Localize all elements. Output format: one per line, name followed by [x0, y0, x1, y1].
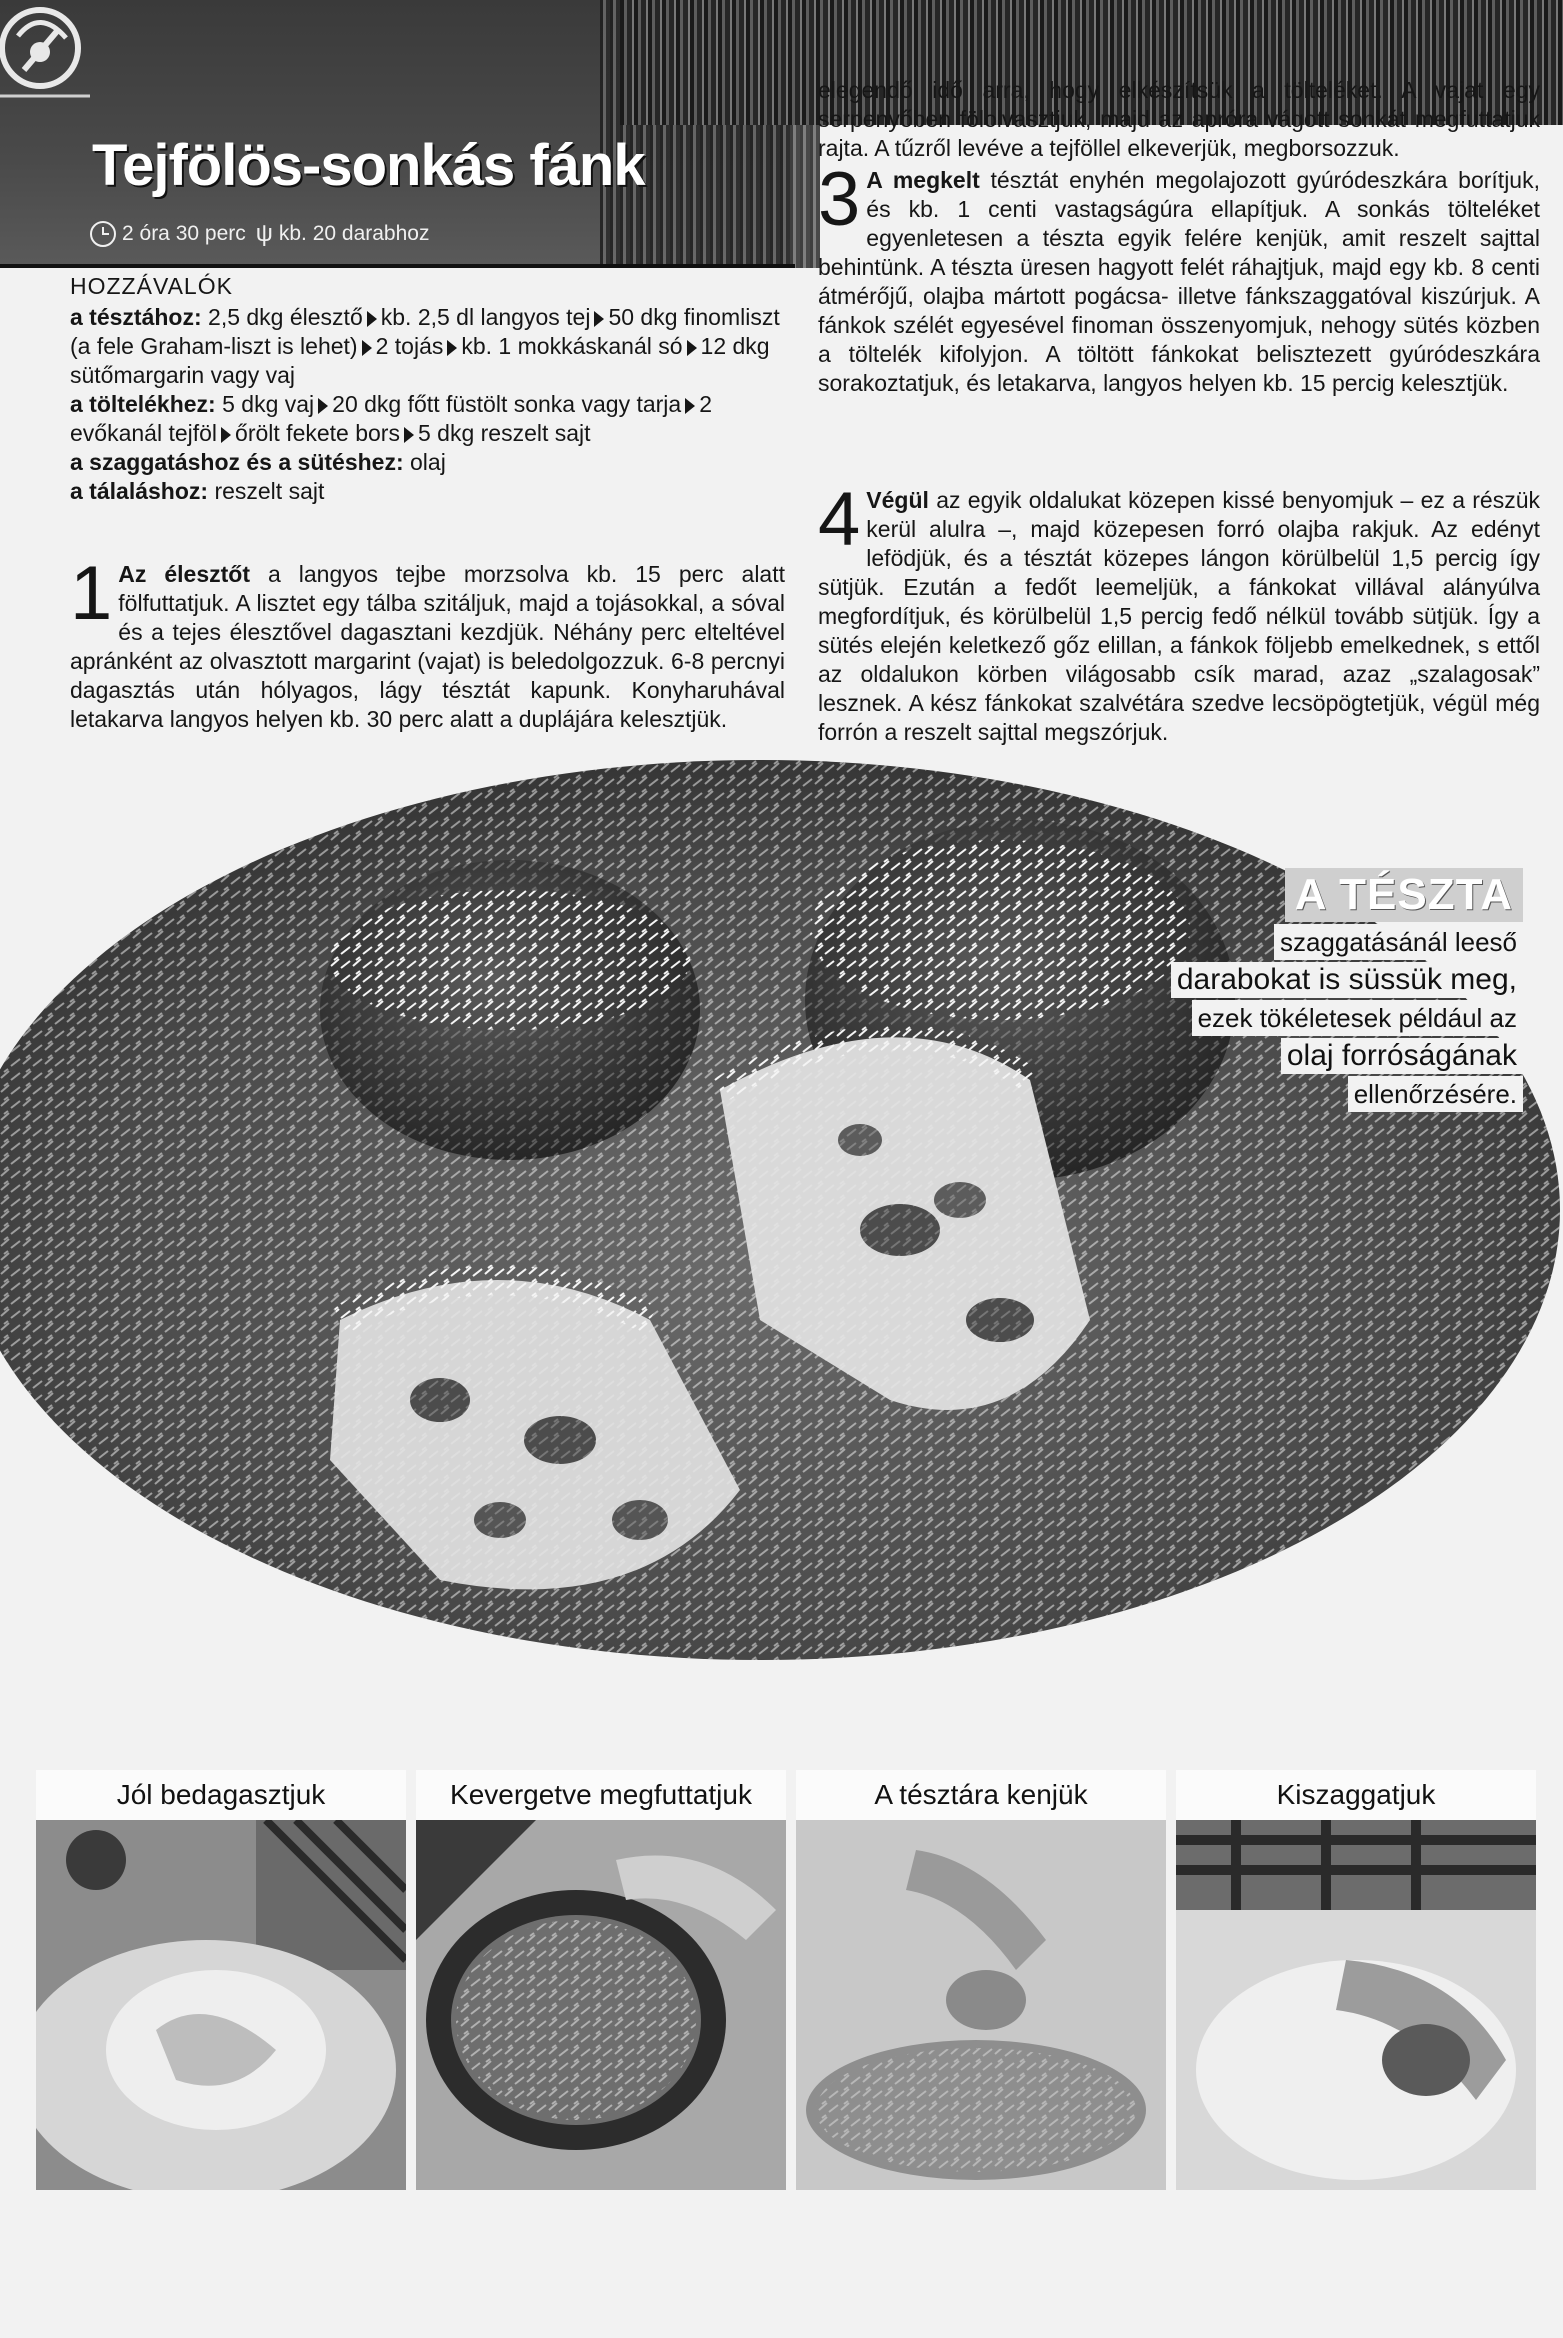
tip-text: ezek tökéletesek például az: [1192, 1000, 1523, 1036]
step-1: [70, 551, 785, 734]
bullet-arrow-icon: [362, 340, 372, 356]
tip-text: szaggatásánál leeső: [1274, 924, 1523, 960]
ingredient-item: 5 dkg reszelt sajt: [417, 420, 591, 446]
ingredient-item: 50 dkg finomliszt (a fele Graham-liszt is lehet): [70, 304, 780, 359]
chef-logo-icon: [0, 0, 112, 130]
bullet-arrow-icon: [367, 311, 377, 327]
tip-line: [983, 1000, 1523, 1036]
tip-title: A TÉSZTA: [1285, 868, 1523, 922]
bullet-arrow-icon: [685, 398, 695, 414]
tip-line: [983, 1038, 1523, 1074]
prep-time: 2 óra 30 perc: [122, 222, 246, 245]
clock-icon: [90, 221, 116, 247]
ingredient-group: [70, 477, 790, 506]
recipe-title: Tejfölös-sonkás fánk: [92, 133, 645, 198]
tip-box: [983, 868, 1523, 1112]
ingredient-item: kb. 2,5 dl langyos tej: [380, 304, 591, 330]
step-lead: Az élesztőt: [118, 561, 250, 587]
ingredient-group: [70, 448, 790, 477]
step-photo-spreading: [796, 1770, 1166, 2190]
step-number: 4: [818, 477, 861, 562]
bullet-arrow-icon: [594, 311, 604, 327]
step-text: tésztát enyhén megolajozott gyúródeszkára borítjuk, és kb. 1 centi vastagságúra ellapítjuk. A sonkás tölteléket egyenletesen a tészta egyik felére kenjük, amit reszelt sajttal behintünk. A tészta üresen hagyott felét ráhajtjuk, majd egy kb. 8 centi átmérőjű, olajba mártott pogácsa- illetve fánkszaggatóval kiszúrjuk. A fánkok szélét egyesével finoman összenyomjuk, nehogy sütés közben a töltelék kifolyjon. A töltött fánkokat belisztezett gyúródeszkára sorakoztatjuk, és letakarva, langyos helyen kb. 15 percig kelesztjük.: [818, 167, 1540, 396]
step-photo-caption: A tésztára kenjük: [796, 1770, 1166, 1820]
step-photo-stirring: [416, 1770, 786, 2190]
cutting-photo: [1176, 1820, 1536, 2190]
bullet-arrow-icon: [687, 340, 697, 356]
step-2-text: [818, 76, 1540, 163]
tip-text: olaj forróságának: [1281, 1038, 1523, 1074]
step-3: [818, 157, 1540, 398]
bullet-arrow-icon: [318, 398, 328, 414]
tip-text: darabokat is süssük meg,: [1171, 962, 1523, 998]
ingredient-item: őrölt fekete bors: [235, 420, 400, 446]
ingredients-heading: HOZZÁVALÓK: [70, 273, 233, 299]
pan-stirring-photo: [416, 1820, 786, 2190]
ingredient-group-label: a tésztához:: [70, 304, 202, 330]
ingredient-item: 12 dkg sütőmargarin vagy vaj: [70, 333, 770, 388]
ingredient-group-label: a szaggatáshoz és a sütéshez:: [70, 449, 404, 475]
ingredient-item: olaj: [410, 449, 446, 475]
kneading-photo: [36, 1820, 406, 2190]
cutlery-icon: ψ: [255, 220, 273, 247]
recipe-meta: [90, 220, 429, 248]
step-photo-caption: Kiszaggatjuk: [1176, 1770, 1536, 1820]
ingredient-item: 2,5 dkg élesztő: [208, 304, 363, 330]
ingredient-group: [70, 390, 790, 448]
step-lead: Végül: [866, 487, 929, 513]
ingredient-item: 2 tojás: [375, 333, 444, 359]
servings: kb. 20 darabhoz: [278, 222, 430, 245]
ingredient-group-label: a tálaláshoz:: [70, 478, 209, 504]
ingredient-item: 20 dkg főtt füstölt sonka vagy tarja: [332, 391, 682, 417]
tip-line: [983, 962, 1523, 998]
title-rule: [0, 264, 795, 268]
step-number: 3: [818, 157, 861, 242]
step-photo-cutting: [1176, 1770, 1536, 2190]
bullet-arrow-icon: [404, 427, 414, 443]
tip-text: ellenőrzésére.: [1348, 1076, 1523, 1112]
step-text: az egyik oldalukat közepen kissé benyomjuk – ez a részük kerül alulra –, majd közepesen forró olajba rakjuk. Az edényt lefödjük, és a tésztát közepes lángon körülbelül 1,5 percig így sütjük. Ezután a fedőt leemeljük, a fánkokat villával alányúlva megfordítjuk, és körülbelül 1,5 percig fedő nélkül tovább sütjük. Így a sütés elején keletkező gőz elillan, a fánkok följebb emelkednek, s ettől az oldalukon körben világosabb csík marad, azaz „szalagosak” lesznek. A kész fánkokat szalvétára szedve lecsöpögtetjük, végül még forrón a reszelt sajttal megszórjuk.: [818, 487, 1541, 745]
step-text: elegendő idő arra, hogy elkészítsük a tölteléket. A vajat egy serpenyőben fölolvasztjuk, majd az apróra vágott sonkát megfuttatjuk rajta. A tűzről levéve a tejföllel elkeverjük, megborsozzuk.: [818, 77, 1540, 161]
step-photo-strip: [36, 1770, 1536, 2190]
step-photo-kneading: [36, 1770, 406, 2190]
step-text: a langyos tejbe morzsolva kb. 15 perc alatt fölfuttatjuk. A lisztet egy tálba szitáljuk, majd a tojásokkal, a sóval és a tejes élesztővel dagasztani kezdjük. Néhány perc elteltével apránként az olvasztott margarint (vajat) is beledolgozzuk. 6-8 percnyi dagasztás után hólyagos, lágy tésztát kapunk. Konyharuhával letakarva langyos helyen kb. 30 perc alatt a duplájára kelesztjük.: [70, 561, 785, 732]
spreading-photo: [796, 1820, 1166, 2190]
bullet-arrow-icon: [447, 340, 457, 356]
step-photo-caption: Kevergetve megfuttatjuk: [416, 1770, 786, 1820]
ingredient-item: 2 evőkanál tejföl: [70, 391, 713, 446]
ingredient-item: kb. 1 mokkáskanál só: [461, 333, 683, 359]
step-lead: A megkelt: [866, 167, 980, 193]
step-4: [818, 477, 1541, 747]
tip-line: [983, 1076, 1523, 1112]
tip-line: [983, 924, 1523, 960]
ingredient-item: reszelt sajt: [214, 478, 325, 504]
ingredient-group: [70, 303, 790, 390]
ingredients: [70, 272, 790, 506]
step-number: 1: [70, 551, 113, 636]
step-photo-caption: Jól bedagasztjuk: [36, 1770, 406, 1820]
bullet-arrow-icon: [221, 427, 231, 443]
ingredient-item: 5 dkg vaj: [222, 391, 315, 417]
ingredient-group-label: a töltelékhez:: [70, 391, 216, 417]
